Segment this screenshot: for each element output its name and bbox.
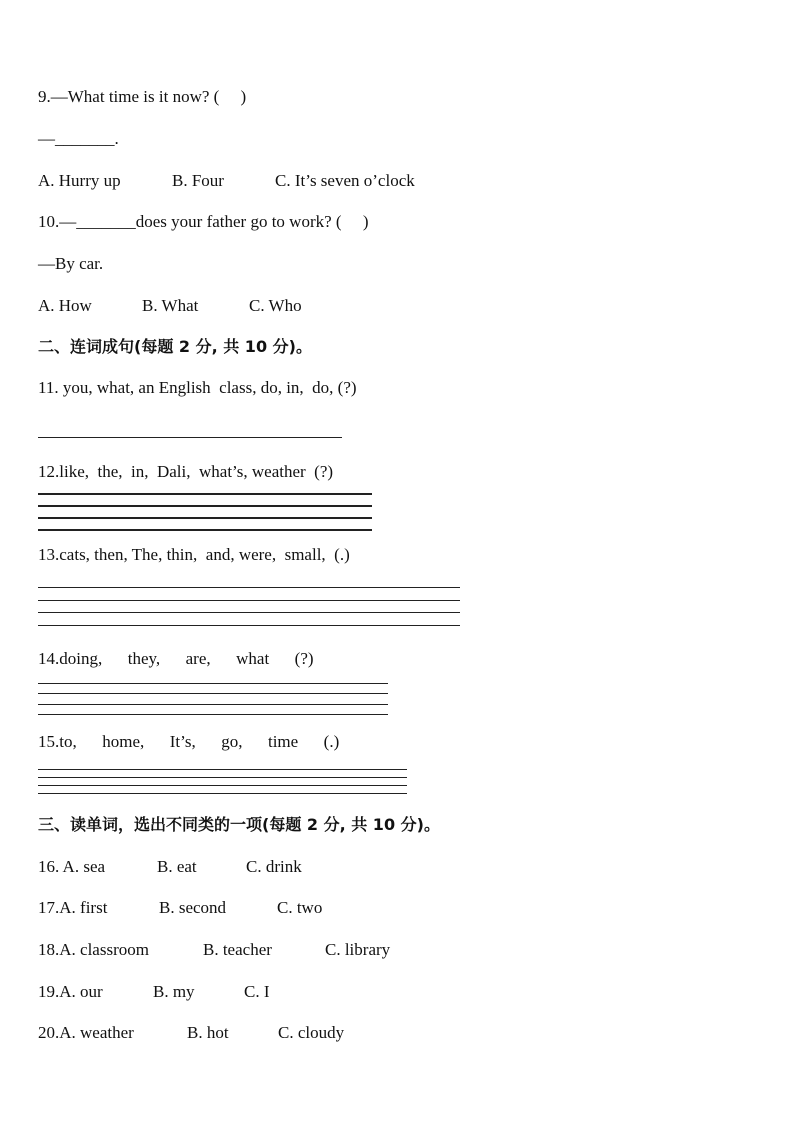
q9-question: 9.—What time is it now? ( )	[38, 87, 247, 106]
q13-answer-line	[38, 625, 460, 626]
q15-answer-line	[38, 777, 407, 778]
q14-answer-line	[38, 693, 388, 694]
q9-option-c: C. It’s seven o’clock	[275, 171, 415, 190]
q15-answer-line	[38, 793, 407, 794]
q9-option-a: A. Hurry up	[38, 171, 121, 190]
q15-answer-line	[38, 769, 407, 770]
section2-heading: 二、连词成句(每题 2 分, 共 10 分)。	[38, 337, 312, 356]
q12-answer-line	[38, 505, 372, 507]
q11-answer-line	[38, 437, 342, 438]
q16-option-c: C. drink	[246, 857, 302, 876]
q18-option-c: C. library	[325, 940, 391, 959]
q16-option-b: B. eat	[157, 857, 197, 876]
q10-answer: —By car.	[38, 254, 104, 273]
q19-option-c: C. I	[244, 982, 270, 1001]
q20-option-c: C. cloudy	[278, 1023, 345, 1042]
q11-words: 11. you, what, an English class, do, in, do, (?)	[38, 378, 357, 397]
q12-answer-line	[38, 493, 372, 495]
q17-option-c: C. two	[277, 898, 323, 917]
q13-answer-line	[38, 600, 460, 601]
q12-answer-line	[38, 517, 372, 519]
q12-answer-line	[38, 529, 372, 531]
q10-question: 10.—_______does your father go to work? ( )	[38, 212, 369, 231]
q13-answer-line	[38, 587, 460, 588]
q18-option-a: 18.A. classroom	[38, 940, 149, 959]
q12-words: 12.like, the, in, Dali, what’s, weather (?)	[38, 462, 334, 481]
q17-option-a: 17.A. first	[38, 898, 108, 917]
q9-option-b: B. Four	[172, 171, 224, 190]
q9-answer-blank: —_______.	[38, 129, 119, 148]
q20-option-b: B. hot	[187, 1023, 229, 1042]
q15-answer-line	[38, 785, 407, 786]
q13-words: 13.cats, then, The, thin, and, were, small, (.)	[38, 545, 350, 564]
q13-answer-line	[38, 612, 460, 613]
section3-heading: 三、读单词，选出不同类的一项(每题 2 分, 共 10 分)。	[38, 815, 440, 834]
q10-option-b: B. What	[142, 296, 199, 315]
q10-option-c: C. Who	[249, 296, 302, 315]
q15-words: 15.to, home, It’s, go, time (.)	[38, 732, 340, 751]
q14-words: 14.doing, they, are, what (?)	[38, 649, 314, 668]
q19-option-a: 19.A. our	[38, 982, 103, 1001]
q19-option-b: B. my	[153, 982, 195, 1001]
q14-answer-line	[38, 714, 388, 715]
q17-option-b: B. second	[159, 898, 227, 917]
q14-answer-line	[38, 704, 388, 705]
q14-answer-line	[38, 683, 388, 684]
q10-option-a: A. How	[38, 296, 92, 315]
q20-option-a: 20.A. weather	[38, 1023, 134, 1042]
q18-option-b: B. teacher	[203, 940, 272, 959]
q16-option-a: 16. A. sea	[38, 857, 106, 876]
